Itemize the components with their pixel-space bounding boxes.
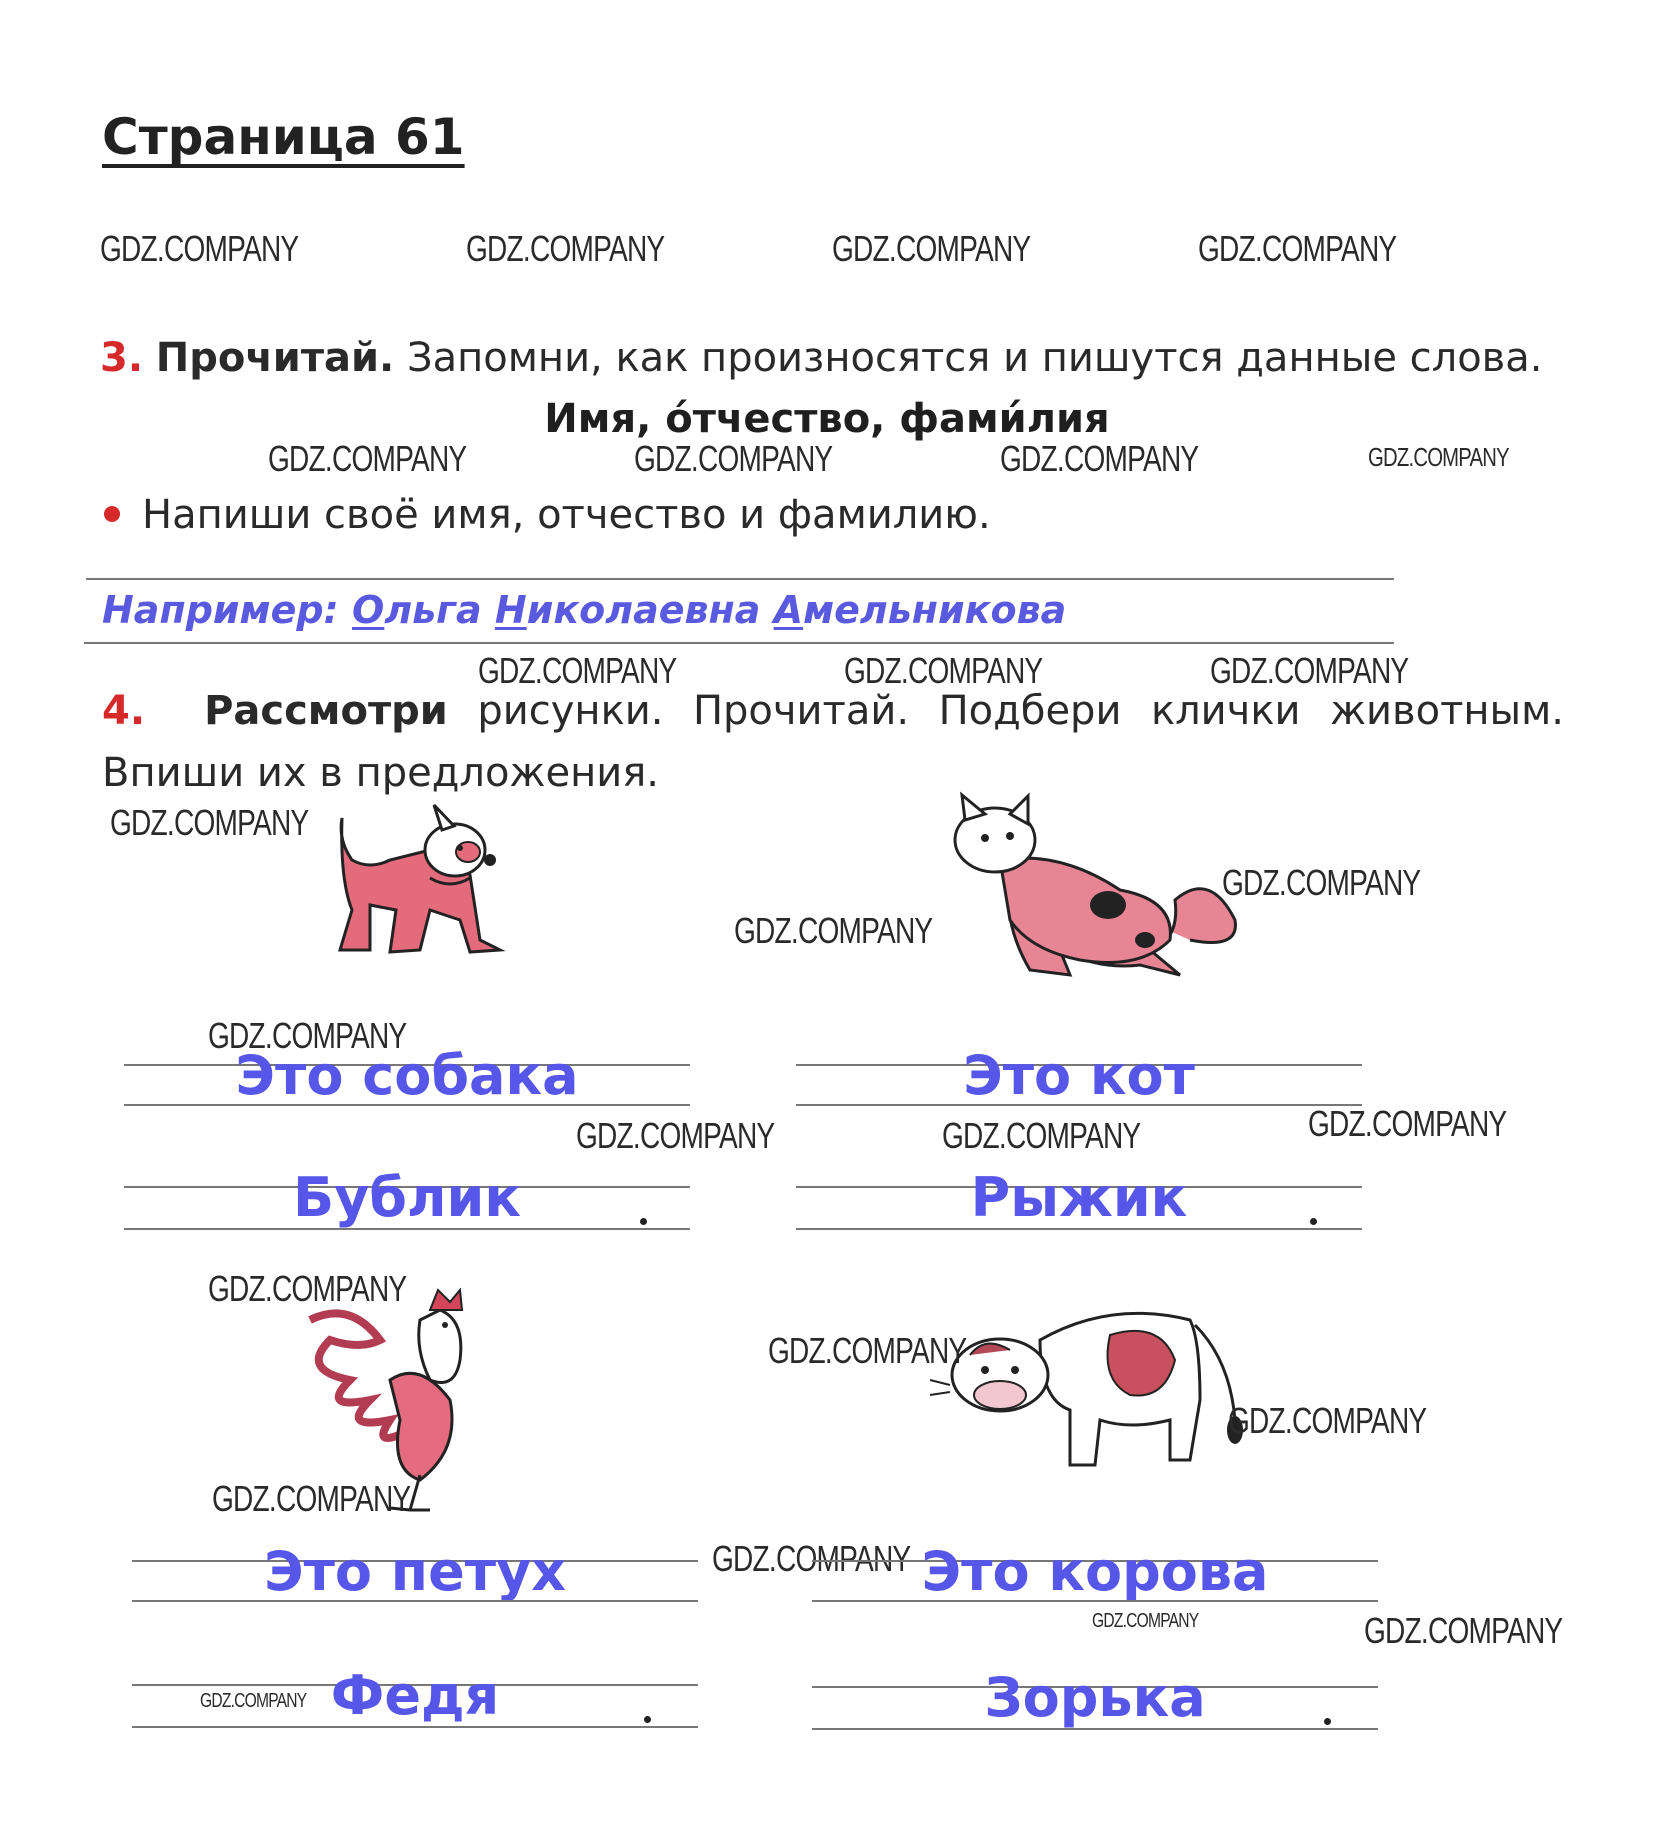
- cat-nickname: Рыжик: [970, 1166, 1188, 1229]
- sentence-period: [640, 1218, 647, 1225]
- rooster-illustration: [290, 1280, 510, 1510]
- watermark: GDZ.COMPANY: [734, 910, 933, 951]
- example-answer: [102, 588, 1066, 632]
- watermark: GDZ.COMPANY: [1308, 1103, 1507, 1144]
- writing-line: [124, 1228, 690, 1230]
- writing-line: [132, 1600, 698, 1602]
- cow-nickname: Зорька: [984, 1666, 1206, 1729]
- sentence-period: [1310, 1218, 1317, 1225]
- surname-initial: А: [773, 588, 804, 632]
- writing-line: [124, 1104, 690, 1106]
- watermark: GDZ.COMPANY: [832, 228, 1031, 269]
- task4-instruction: [102, 680, 1564, 804]
- watermark: GDZ.COMPANY: [478, 650, 677, 691]
- task4-number: 4.: [102, 688, 146, 734]
- cat-illustration: [940, 800, 1240, 990]
- dog-sentence: Это собака: [235, 1044, 579, 1107]
- dog-illustration: [330, 800, 510, 980]
- task4-text: рисунки. Прочитай. Подбери клички животным. Впиши их в предложения.: [102, 688, 1564, 796]
- task3-bullet: [104, 492, 991, 538]
- watermark: GDZ.COMPANY: [1092, 1610, 1199, 1632]
- task3-instruction: [100, 335, 1542, 381]
- cat-sentence: Это кот: [963, 1044, 1195, 1107]
- writing-line: [132, 1726, 698, 1728]
- cow-sentence: Это корова: [921, 1540, 1269, 1603]
- watermark: GDZ.COMPANY: [1364, 1610, 1563, 1651]
- watermark: GDZ.COMPANY: [844, 650, 1043, 691]
- watermark: GDZ.COMPANY: [466, 228, 665, 269]
- task4-bold-word: Рассмотри: [204, 688, 448, 734]
- watermark: GDZ.COMPANY: [200, 1690, 307, 1712]
- example-prefix: Например:: [102, 588, 352, 632]
- rooster-sentence: Это петух: [263, 1540, 567, 1603]
- first-name-rest: льга: [384, 588, 495, 632]
- patronymic-initial: Н: [494, 588, 527, 632]
- bullet-text: Напиши своё имя, отчество и фамилию.: [142, 492, 991, 538]
- patronymic-rest: иколаевна: [526, 588, 774, 632]
- surname-rest: мельникова: [803, 588, 1067, 632]
- vocabulary-words: Имя, о́тчество, фами́лия: [544, 396, 1110, 442]
- watermark: GDZ.COMPANY: [1210, 650, 1409, 691]
- dog-nickname: Бублик: [292, 1166, 522, 1229]
- page-title: Страница 61: [102, 108, 465, 166]
- watermark: GDZ.COMPANY: [1000, 438, 1199, 479]
- watermark: GDZ.COMPANY: [712, 1538, 911, 1579]
- watermark: GDZ.COMPANY: [100, 228, 299, 269]
- watermark: GDZ.COMPANY: [576, 1115, 775, 1156]
- watermark: GDZ.COMPANY: [208, 1268, 407, 1309]
- cow-illustration: [930, 1280, 1250, 1480]
- watermark: GDZ.COMPANY: [110, 802, 309, 843]
- watermark: GDZ.COMPANY: [942, 1115, 1141, 1156]
- sentence-period: [644, 1716, 651, 1723]
- watermark: GDZ.COMPANY: [768, 1330, 967, 1371]
- writing-line: [796, 1228, 1362, 1230]
- watermark: GDZ.COMPANY: [634, 438, 833, 479]
- task3-number: 3.: [100, 335, 144, 381]
- watermark: GDZ.COMPANY: [1198, 228, 1397, 269]
- sentence-period: [1324, 1718, 1331, 1725]
- first-name-initial: О: [352, 588, 385, 632]
- bullet-icon: [104, 506, 120, 522]
- watermark: GDZ.COMPANY: [1368, 442, 1509, 472]
- watermark: GDZ.COMPANY: [208, 1015, 407, 1056]
- writing-line: [812, 1600, 1378, 1602]
- writing-line: [796, 1104, 1362, 1106]
- task3-text: Запомни, как произносятся и пишутся данные слова.: [406, 335, 1543, 381]
- writing-line: [84, 642, 1394, 644]
- rooster-nickname: Федя: [330, 1664, 500, 1727]
- watermark: GDZ.COMPANY: [268, 438, 467, 479]
- writing-line: [812, 1728, 1378, 1730]
- watermark: GDZ.COMPANY: [1222, 862, 1421, 903]
- writing-line: [86, 578, 1394, 580]
- watermark: GDZ.COMPANY: [1228, 1400, 1427, 1441]
- task3-bold-word: Прочитай.: [155, 335, 395, 381]
- watermark: GDZ.COMPANY: [212, 1478, 411, 1519]
